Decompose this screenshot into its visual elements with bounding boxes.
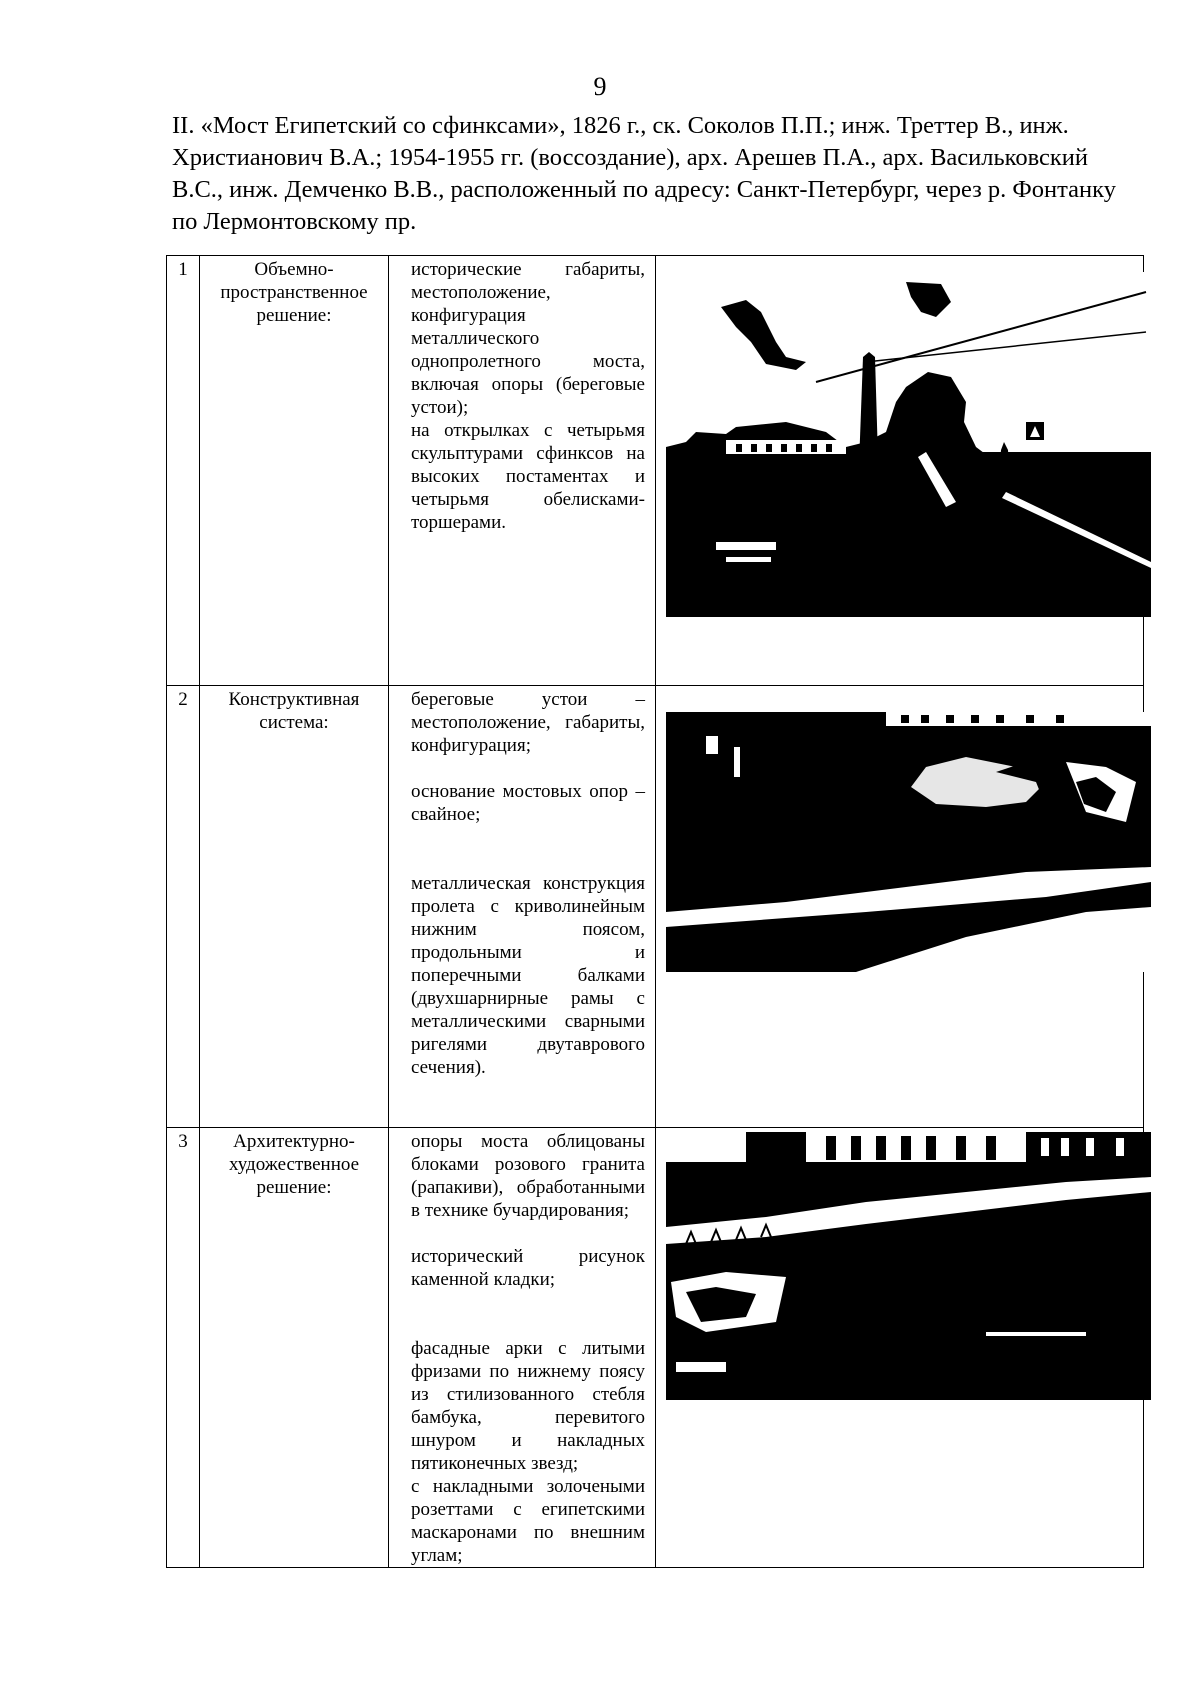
- description-paragraph: береговые устои – местоположение, габариты, конфигурация;: [411, 689, 645, 756]
- description-paragraph: металлическая конструкция пролета с криволинейным нижним поясом, продольными и поперечными балками (двухшарнирные рамы с металлическими сварными ригелями двутаврового сечения).: [411, 873, 645, 1078]
- sphinx-photo: [666, 272, 1151, 617]
- page-number: 9: [593, 72, 607, 101]
- row-photo-cell: [656, 686, 1144, 1128]
- object-heading: II. «Мост Египетский со сфинксами», 1826 г., ск. Соколов П.П.; инж. Треттер В., инж. Христианович В.А.; 1954-1955 гг. (воссоздание), арх. Арешев П.А., арх. Васильковский В.С., инж. Демченко В.В., расположенный по адресу: Санкт-Петербург, через р. Фонтанку по Лермонтовскому пр.: [172, 112, 1116, 235]
- row-number: 3: [167, 1128, 200, 1568]
- description-paragraph: с накладными золочеными розеттами с египетскими маскаронами по внешним углам;: [411, 1476, 645, 1566]
- table-row: [167, 686, 1144, 1128]
- description-paragraph: опоры моста облицованы блоками розового гранита (рапакиви), обработанными в технике бучардирования;: [411, 1131, 645, 1221]
- row-number: 1: [167, 256, 200, 686]
- description-paragraph: исторические габариты, местоположение, конфигурация металлического однопролетного моста, включая опоры (береговые устои);: [411, 259, 645, 418]
- row-category: Объемно-пространственное решение:: [200, 256, 389, 686]
- row-description: [389, 1128, 656, 1568]
- protected-features-table: [166, 255, 1144, 1568]
- description-paragraph: фасадные арки с литыми фризами по нижнему поясу из стилизованного стебля бамбука, перевитого шнуром и накладных пятиконечных звезд;: [411, 1338, 645, 1474]
- row-description: [389, 256, 656, 686]
- row-photo-cell: [656, 256, 1144, 686]
- description-paragraph: основание мостовых опор – свайное;: [411, 781, 645, 825]
- row-photo-cell: [656, 1128, 1144, 1568]
- row-category: Конструктивная система:: [200, 686, 389, 1128]
- row-description: [389, 686, 656, 1128]
- description-paragraph: на открылках с четырьмя скульптурами сфинксов на высоких постаментах и четырьмя обелисками-торшерами.: [411, 420, 645, 533]
- row-number: 2: [167, 686, 200, 1128]
- table-row: [167, 256, 1144, 686]
- description-paragraph: исторический рисунок каменной кладки;: [411, 1246, 645, 1290]
- bridge-span-photo: [666, 712, 1151, 972]
- row-category: Архитектурно-художественное решение:: [200, 1128, 389, 1568]
- bridge-facade-photo: [666, 1132, 1151, 1400]
- table-row: [167, 1128, 1144, 1568]
